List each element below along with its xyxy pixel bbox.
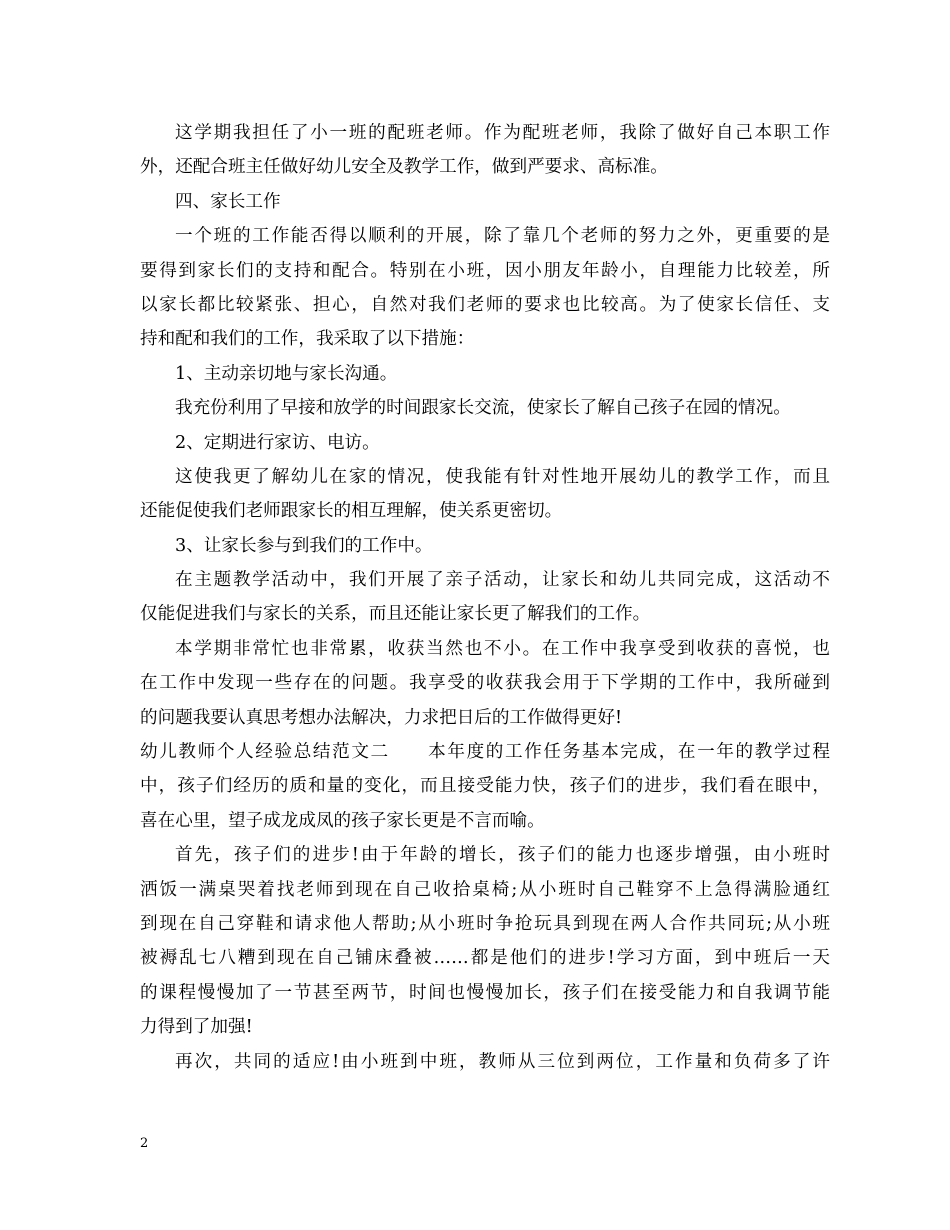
text-line: 2、定期进行家访、电访。 — [175, 432, 380, 453]
text-line: 的问题我要认真思考想办法解决，力求把日后的工作做得更好! — [140, 707, 623, 728]
text-line: 四、家长工作 — [175, 191, 281, 212]
text-line: 外，还配合班主任做好幼儿安全及教学工作，做到严要求、高标准。 — [140, 157, 668, 178]
page-number: 2 — [140, 1136, 149, 1151]
text-line: 喜在心里，望子成龙成凤的孩子家长更是不言而喻。 — [140, 810, 545, 831]
text-line: 力得到了加强! — [140, 1017, 253, 1038]
text-line: 1、主动亲切地与家长沟通。 — [175, 363, 398, 384]
text-line: 还能促使我们老师跟家长的相互理解，使关系更密切。 — [140, 501, 563, 522]
text-line: 持和配和我们的工作，我采取了以下措施： — [140, 329, 475, 350]
text-line: 再次，共同的适应!由小班到中班，教师从三位到两位，工作量和负荷多了许 — [175, 1051, 830, 1072]
text-line: 仅能促进我们与家长的关系，而且还能让家长更了解我们的工作。 — [140, 604, 651, 625]
text-line: 首先，孩子们的进步!由于年龄的增长，孩子们的能力也逐步增强，由小班时 — [175, 845, 830, 866]
text-line: 到现在自己穿鞋和请求他人帮助;从小班时争抢玩具到现在两人合作共同玩;从小班 — [140, 913, 830, 934]
text-line: 我充份利用了早接和放学的时间跟家长交流，使家长了解自己孩子在园的情况。 — [175, 398, 791, 419]
text-line: 被褥乱七八糟到现在自己铺床叠被……都是他们的进步!学习方面，到中班后一天 — [140, 948, 830, 969]
text-line: 中，孩子们经历的质和量的变化，而且接受能力快，孩子们的进步，我们看在眼中， — [140, 776, 830, 797]
text-line: 这使我更了解幼儿在家的情况，使我能有针对性地开展幼儿的教学工作，而且 — [175, 466, 830, 487]
text-line: 的课程慢慢加了一节甚至两节，时间也慢慢加长，孩子们在接受能力和自我调节能 — [140, 982, 830, 1003]
document-body — [140, 116, 830, 1079]
text-line: 要得到家长们的支持和配合。特别在小班，因小朋友年龄小，自理能力比较差，所 — [140, 260, 830, 281]
text-line: 一个班的工作能否得以顺利的开展，除了靠几个老师的努力之外，更重要的是 — [175, 226, 830, 247]
text-line: 幼儿教师个人经验总结范文二 本年度的工作任务基本完成，在一年的教学过程 — [140, 742, 830, 763]
text-line: 洒饭一满桌哭着找老师到现在自己收拾桌椅;从小班时自己鞋穿不上急得满脸通红 — [140, 879, 830, 900]
text-line: 在主题教学活动中，我们开展了亲子活动，让家长和幼儿共同完成，这活动不 — [175, 570, 830, 591]
text-line: 3、让家长参与到我们的工作中。 — [175, 535, 433, 556]
text-line: 这学期我担任了小一班的配班老师。作为配班老师，我除了做好自己本职工作 — [175, 123, 830, 143]
text-line: 在工作中发现一些存在的问题。我享受的收获我会用于下学期的工作中，我所碰到 — [140, 673, 830, 694]
text-line: 本学期非常忙也非常累，收获当然也不小。在工作中我享受到收获的喜悦，也 — [175, 638, 830, 659]
text-line: 以家长都比较紧张、担心，自然对我们老师的要求也比较高。为了使家长信任、支 — [140, 294, 830, 315]
